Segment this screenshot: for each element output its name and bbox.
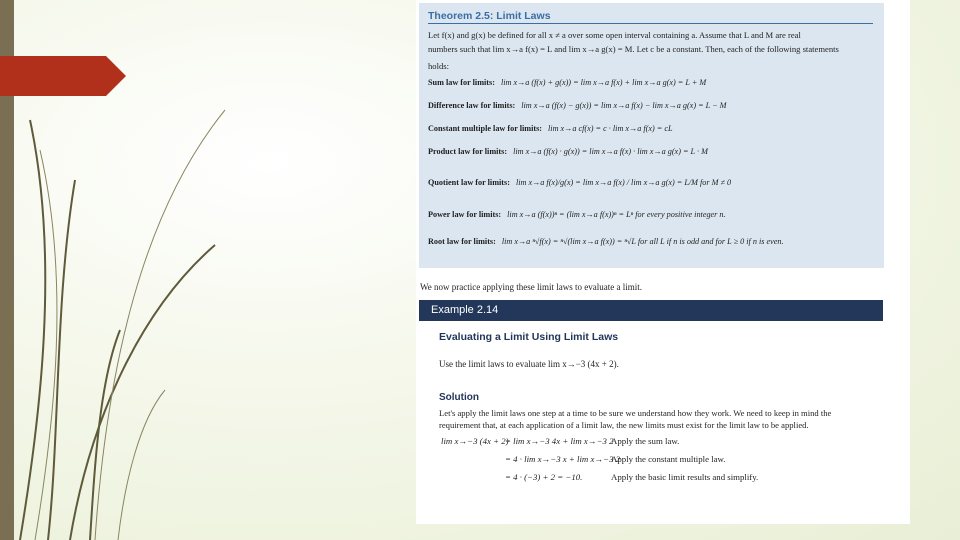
step-2-rhs: = 4 · lim x→−3 x + lim x→−3 2 [505,454,621,464]
law-name: Power law for limits: [428,210,502,219]
law-difference [428,101,727,110]
law-formula: lim x→a (f(x))ⁿ = (lim x→a f(x))ⁿ = Lⁿ for every positive integer n. [507,210,726,219]
law-quotient [428,178,731,187]
law-formula: lim x→a (f(x) · g(x)) = lim x→a f(x) · lim x→a g(x) = L · M [513,147,708,156]
law-name: Constant multiple law for limits: [428,124,543,133]
law-product [428,147,708,156]
law-constant-multiple [428,124,673,133]
step-1-rhs: = lim x→−3 4x + lim x→−3 2 [505,436,614,446]
law-power [428,210,726,219]
theorem-intro-line-3: holds: [428,61,450,71]
law-root [428,237,784,246]
step-1-lhs: lim x→−3 (4x + 2) [441,436,509,446]
example-number: Example 2.14 [431,304,499,316]
law-name: Root law for limits: [428,237,496,246]
solution-heading: Solution [439,392,479,403]
law-sum [428,78,706,87]
law-formula: lim x→a cf(x) = c · lim x→a f(x) = cL [548,124,673,133]
step-1-note: Apply the sum law. [611,436,680,446]
law-name: Sum law for limits: [428,78,495,87]
law-formula: lim x→a (f(x) + g(x)) = lim x→a f(x) + lim x→a g(x) = L + M [500,78,707,87]
law-name: Quotient law for limits: [428,178,510,187]
law-name: Product law for limits: [428,147,508,156]
solution-text: Let's apply the limit laws one step at a time to be sure we understand how they work. We need to keep in mind the requirement that, at each application of a limit law, the new limits must exist for the limit law to be applied. [439,408,832,430]
step-3-rhs: = 4 · (−3) + 2 = −10. [505,472,583,482]
theorem-intro-line-2: numbers such that lim x→a f(x) = L and lim x→a g(x) = M. Let c be a constant. Then, each of the following statements [428,44,839,54]
example-task: Use the limit laws to evaluate lim x→−3 (4x + 2). [439,359,619,369]
step-2-note: Apply the constant multiple law. [611,454,726,464]
theorem-title: Theorem 2.5: Limit Laws [428,10,551,22]
theorem-intro-line-1: Let f(x) and g(x) be defined for all x ≠ a over some open interval containing a. Assume that L and M are real [428,30,801,40]
example-title: Evaluating a Limit Using Limit Laws [439,331,619,343]
law-formula: lim x→a ⁿ√f(x) = ⁿ√(lim x→a f(x)) = ⁿ√L for all L if n is odd and for L ≥ 0 if n is even. [501,237,784,246]
law-formula: lim x→a f(x)/g(x) = lim x→a f(x) / lim x→a g(x) = L/M for M ≠ 0 [515,178,732,187]
step-3-note: Apply the basic limit results and simplify. [611,472,759,482]
transition-sentence: We now practice applying these limit laws to evaluate a limit. [420,282,642,292]
theorem-title-rule [428,23,873,24]
law-name: Difference law for limits: [428,101,516,110]
law-formula: lim x→a (f(x) − g(x)) = lim x→a f(x) − lim x→a g(x) = L − M [521,101,727,110]
title-marker-arrow [0,56,126,96]
